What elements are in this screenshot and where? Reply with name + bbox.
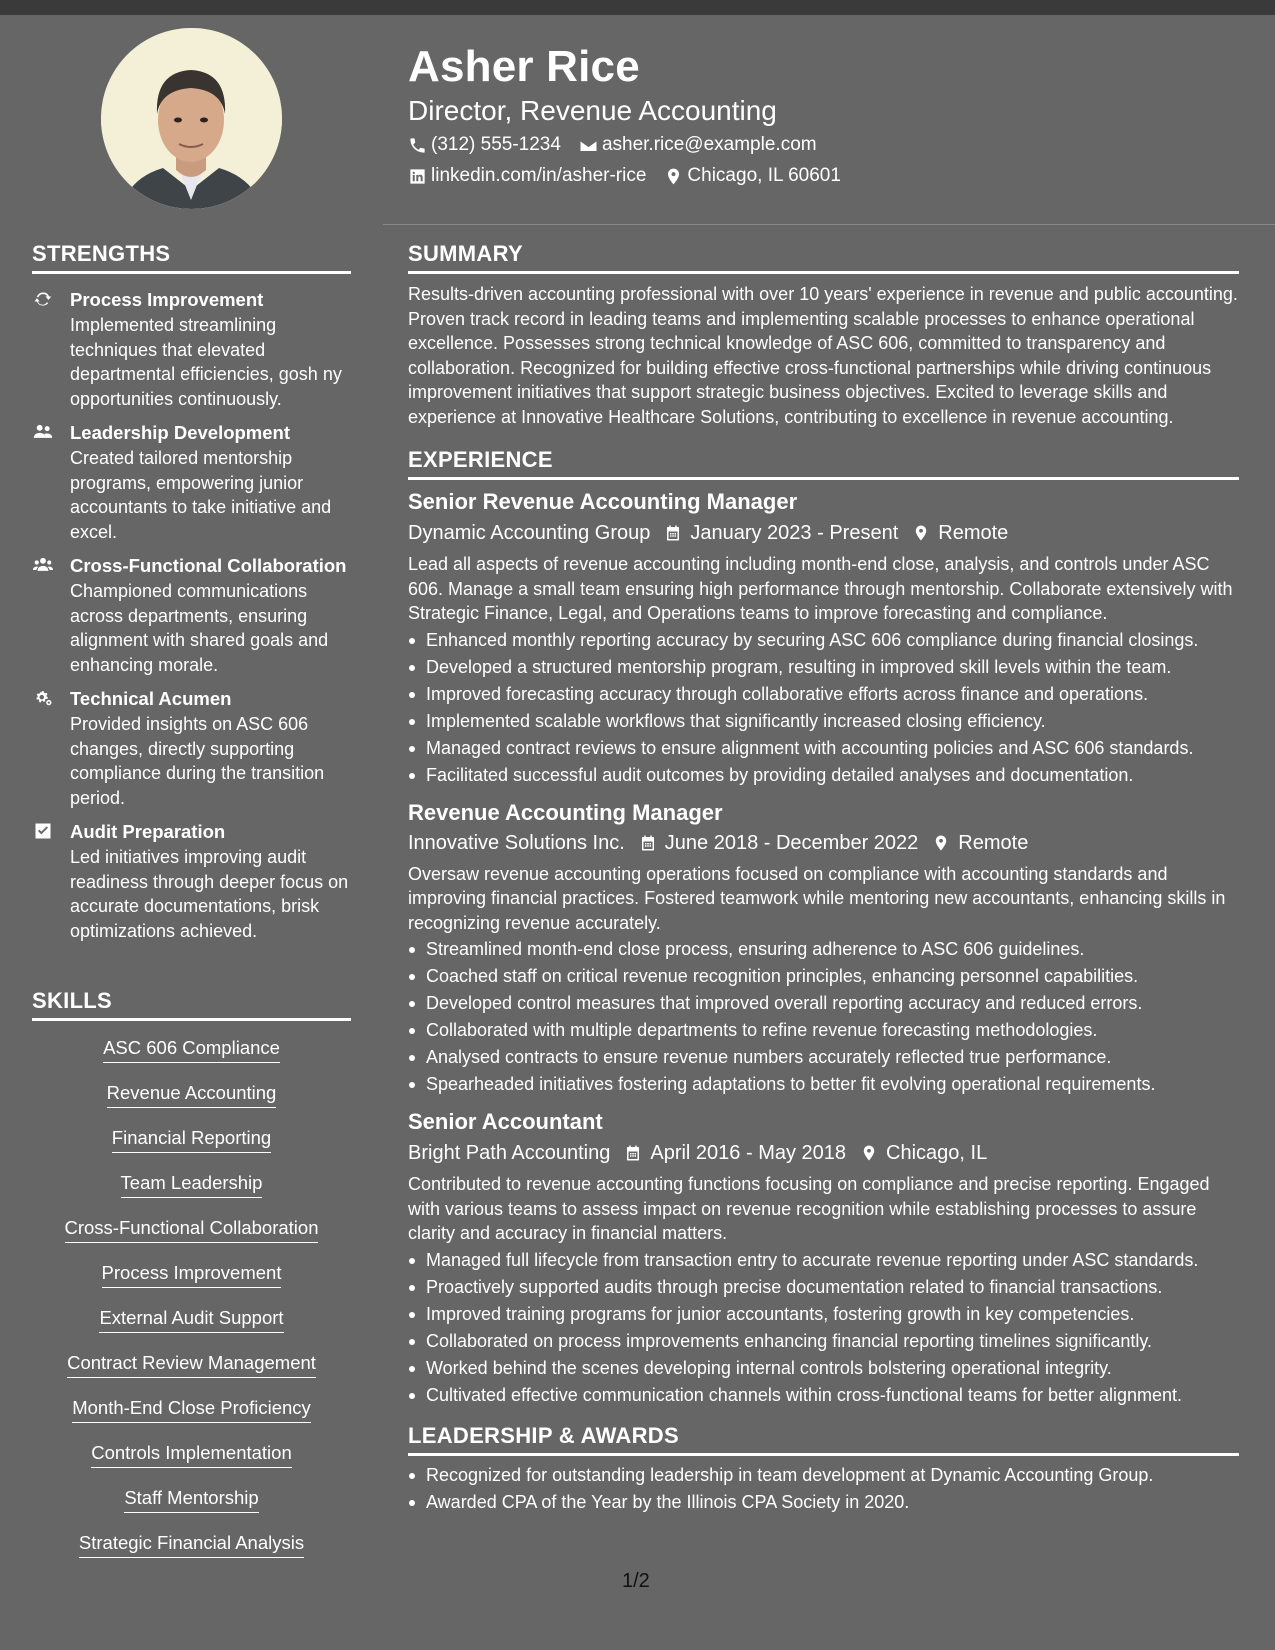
users-icon bbox=[32, 555, 54, 575]
linkedin-icon bbox=[408, 167, 427, 186]
strength-desc: Implemented streamlining techniques that elevated departmental efficiencies, gosh ny opportunities continuously. bbox=[70, 315, 342, 409]
job-dates-wrap bbox=[664, 519, 898, 547]
job-bullet: Improved forecasting accuracy through collaborative efforts across finance and operations. bbox=[408, 681, 1239, 708]
strength-desc: Provided insights on ASC 606 changes, directly supporting compliance during the transition period. bbox=[70, 714, 325, 808]
job-title: Senior Accountant bbox=[408, 1109, 603, 1134]
user-friends-icon bbox=[32, 422, 54, 442]
job-bullet: Collaborated on process improvements enhancing financial reporting timelines significantly. bbox=[408, 1328, 1239, 1355]
experience-rule bbox=[408, 477, 1239, 480]
job-meta bbox=[408, 519, 1239, 547]
summary-heading: SUMMARY bbox=[408, 241, 523, 266]
strength-title: Leadership Development bbox=[70, 422, 291, 443]
strengths-section bbox=[32, 241, 351, 943]
job-bullet: Worked behind the scenes developing internal controls bolstering operational integrity. bbox=[408, 1355, 1239, 1382]
skill-item: Month-End Close Proficiency bbox=[72, 1396, 311, 1423]
skill-item: Team Leadership bbox=[121, 1171, 263, 1198]
job-bullet: Improved training programs for junior accountants, fostering growth in key competencies. bbox=[408, 1301, 1239, 1328]
phone-contact[interactable] bbox=[408, 134, 561, 156]
job-dates-wrap bbox=[624, 1139, 846, 1167]
awards-rule bbox=[408, 1453, 1239, 1456]
job-location-wrap bbox=[860, 1139, 987, 1167]
cogs-icon bbox=[32, 688, 54, 708]
contact-row-1 bbox=[408, 134, 835, 156]
job-bullet: Implemented scalable workflows that significantly increased closing efficiency. bbox=[408, 708, 1239, 735]
map-marker-icon bbox=[664, 167, 683, 186]
strength-title: Cross-Functional Collaboration bbox=[70, 555, 347, 576]
awards-list bbox=[408, 1462, 1239, 1516]
sync-icon bbox=[32, 289, 54, 309]
skills-heading: SKILLS bbox=[32, 988, 113, 1013]
job-bullets bbox=[408, 627, 1239, 789]
strength-item bbox=[32, 287, 351, 411]
job-entry bbox=[408, 799, 1239, 1099]
job-bullets bbox=[408, 1247, 1239, 1409]
strength-item bbox=[32, 686, 351, 810]
map-marker-icon bbox=[860, 1143, 878, 1163]
job-bullet: Facilitated successful audit outcomes by providing detailed analyses and documentation. bbox=[408, 762, 1239, 789]
awards-heading: LEADERSHIP & AWARDS bbox=[408, 1422, 679, 1448]
job-dates: April 2016 - May 2018 bbox=[650, 1142, 847, 1164]
phone-icon bbox=[408, 136, 427, 155]
strength-item bbox=[32, 420, 351, 544]
location-contact bbox=[664, 165, 841, 187]
calendar-icon bbox=[639, 833, 657, 853]
job-location-wrap bbox=[932, 829, 1028, 857]
job-meta bbox=[408, 1139, 1239, 1167]
award-item: Recognized for outstanding leadership in team development at Dynamic Accounting Group. bbox=[408, 1462, 1239, 1489]
job-company: Innovative Solutions Inc. bbox=[408, 831, 625, 854]
page-number: 1/2 bbox=[622, 1570, 650, 1592]
job-bullet: Collaborated with multiple departments to refine revenue forecasting methodologies. bbox=[408, 1017, 1239, 1044]
phone-text: (312) 555-1234 bbox=[431, 134, 561, 155]
job-bullet: Proactively supported audits through precise documentation related to financial transactions. bbox=[408, 1274, 1239, 1301]
location-text: Chicago, IL 60601 bbox=[687, 165, 841, 186]
strength-title: Technical Acumen bbox=[70, 688, 232, 709]
job-location: Remote bbox=[938, 522, 1009, 544]
map-marker-icon bbox=[932, 833, 950, 853]
strength-desc: Created tailored mentorship programs, empowering junior accountants to take initiative and excel. bbox=[70, 448, 332, 542]
skill-item: Cross-Functional Collaboration bbox=[65, 1216, 319, 1243]
job-dates: January 2023 - Present bbox=[690, 522, 899, 544]
strength-item bbox=[32, 819, 351, 943]
job-meta bbox=[408, 829, 1239, 857]
job-dates-wrap bbox=[639, 829, 919, 857]
job-location: Remote bbox=[958, 831, 1029, 854]
job-bullet: Coached staff on critical revenue recognition principles, enhancing personnel capabilities. bbox=[408, 963, 1239, 990]
strength-item bbox=[32, 553, 351, 677]
summary-text: Results-driven accounting professional with over 10 years' experience in revenue and public accounting. Proven track record in leading teams and implementing scalable processes to enhance operational excellence. Possesses strong technical knowledge of ASC 606, committed to transparency and collaboration. Recognized for building effective cross-functional partnerships while driving continuous improvement initiatives that support strategic business objectives. Excited to leverage skills and experience at Innovative Healthcare Solutions, contributing to excellence in revenue accounting. bbox=[408, 284, 1238, 427]
calendar-icon bbox=[624, 1143, 642, 1163]
job-title: Revenue Accounting Manager bbox=[408, 799, 723, 825]
job-description: Oversaw revenue accounting operations focused on compliance with accounting standards and improving financial practices. Fostered teamwork while mentoring new accountants, enhancing skills in recognizing revenue accurately. bbox=[408, 863, 1226, 933]
top-bar bbox=[0, 0, 1275, 15]
email-contact[interactable] bbox=[579, 134, 817, 156]
linkedin-text: linkedin.com/in/asher-rice bbox=[431, 165, 647, 186]
award-item: Awarded CPA of the Year by the Illinois CPA Society in 2020. bbox=[408, 1489, 1239, 1516]
job-entry bbox=[408, 1108, 1239, 1409]
job-bullet: Streamlined month-end close process, ensuring adherence to ASC 606 guidelines. bbox=[408, 936, 1239, 963]
calendar-icon bbox=[664, 523, 682, 543]
strength-desc: Championed communications across departments, ensuring alignment with shared goals and enhancing morale. bbox=[70, 581, 329, 675]
job-bullet: Cultivated effective communication channels within cross-functional teams for better alignment. bbox=[408, 1382, 1239, 1409]
experience-heading: EXPERIENCE bbox=[408, 447, 553, 472]
map-marker-icon bbox=[912, 523, 930, 543]
skill-item: ASC 606 Compliance bbox=[103, 1036, 280, 1063]
skill-item: External Audit Support bbox=[99, 1306, 283, 1333]
linkedin-contact[interactable] bbox=[408, 165, 646, 187]
candidate-title: Director, Revenue Accounting bbox=[408, 95, 777, 126]
job-description: Lead all aspects of revenue accounting including month-end close, analysis, and controls under ASC 606. Manage a small team ensuring high performance through mentorship. Collaborate extensively with Strategic Finance, Legal, and Operations teams to improve forecasting and compliance. bbox=[408, 554, 1233, 623]
job-location: Chicago, IL bbox=[886, 1142, 988, 1164]
person-photo-icon bbox=[101, 28, 282, 209]
strengths-heading: STRENGTHS bbox=[32, 241, 171, 266]
strengths-rule bbox=[32, 271, 351, 274]
skill-item: Controls Implementation bbox=[91, 1441, 292, 1468]
skill-item: Contract Review Management bbox=[67, 1351, 316, 1378]
avatar bbox=[101, 28, 282, 209]
strength-title: Audit Preparation bbox=[70, 821, 226, 842]
email-text: asher.rice@example.com bbox=[601, 134, 817, 155]
main-column bbox=[408, 241, 1239, 1516]
envelope-icon bbox=[579, 136, 598, 155]
skills-rule bbox=[32, 1018, 351, 1021]
strength-desc: Led initiatives improving audit readiness through deeper focus on accurate documentations, brisk optimizations achieved. bbox=[70, 847, 349, 941]
skill-item: Revenue Accounting bbox=[107, 1081, 277, 1108]
job-location-wrap bbox=[912, 519, 1008, 547]
job-description: Contributed to revenue accounting functions focusing on compliance and precise reporting. Engaged with various teams to assess impact on revenue recognition while establishing processes to assure clarity and accuracy in financial matters. bbox=[408, 1174, 1210, 1243]
strength-title: Process Improvement bbox=[70, 289, 264, 310]
job-bullet: Spearheaded initiatives fostering adaptations to better fit evolving operational requirements. bbox=[408, 1071, 1239, 1098]
job-dates: June 2018 - December 2022 bbox=[664, 831, 919, 854]
job-company: Dynamic Accounting Group bbox=[408, 522, 651, 544]
summary-rule bbox=[408, 271, 1239, 274]
skill-item: Financial Reporting bbox=[112, 1126, 271, 1153]
job-bullet: Managed contract reviews to ensure alignment with accounting policies and ASC 606 standards. bbox=[408, 735, 1239, 762]
job-company: Bright Path Accounting bbox=[408, 1142, 611, 1164]
contact-row-2 bbox=[408, 165, 859, 187]
job-bullets bbox=[408, 936, 1239, 1098]
job-bullet: Developed a structured mentorship program, resulting in improved skill levels within the team. bbox=[408, 654, 1239, 681]
skill-item: Staff Mentorship bbox=[124, 1486, 258, 1513]
job-bullet: Managed full lifecycle from transaction entry to accurate revenue reporting under ASC standards. bbox=[408, 1247, 1239, 1274]
skills-list bbox=[32, 1028, 351, 1568]
skills-section bbox=[32, 988, 351, 1568]
job-bullet: Enhanced monthly reporting accuracy by securing ASC 606 compliance during financial closings. bbox=[408, 627, 1239, 654]
skill-item: Strategic Financial Analysis bbox=[79, 1531, 304, 1558]
job-title: Senior Revenue Accounting Manager bbox=[408, 489, 798, 514]
job-entry bbox=[408, 488, 1239, 789]
job-bullet: Developed control measures that improved overall reporting accuracy and reduced errors. bbox=[408, 990, 1239, 1017]
skill-item: Process Improvement bbox=[102, 1261, 282, 1288]
header-divider bbox=[383, 224, 1275, 225]
candidate-name: Asher Rice bbox=[408, 42, 640, 91]
job-bullet: Analysed contracts to ensure revenue numbers accurately reflected true performance. bbox=[408, 1044, 1239, 1071]
check-square-icon bbox=[32, 821, 54, 841]
